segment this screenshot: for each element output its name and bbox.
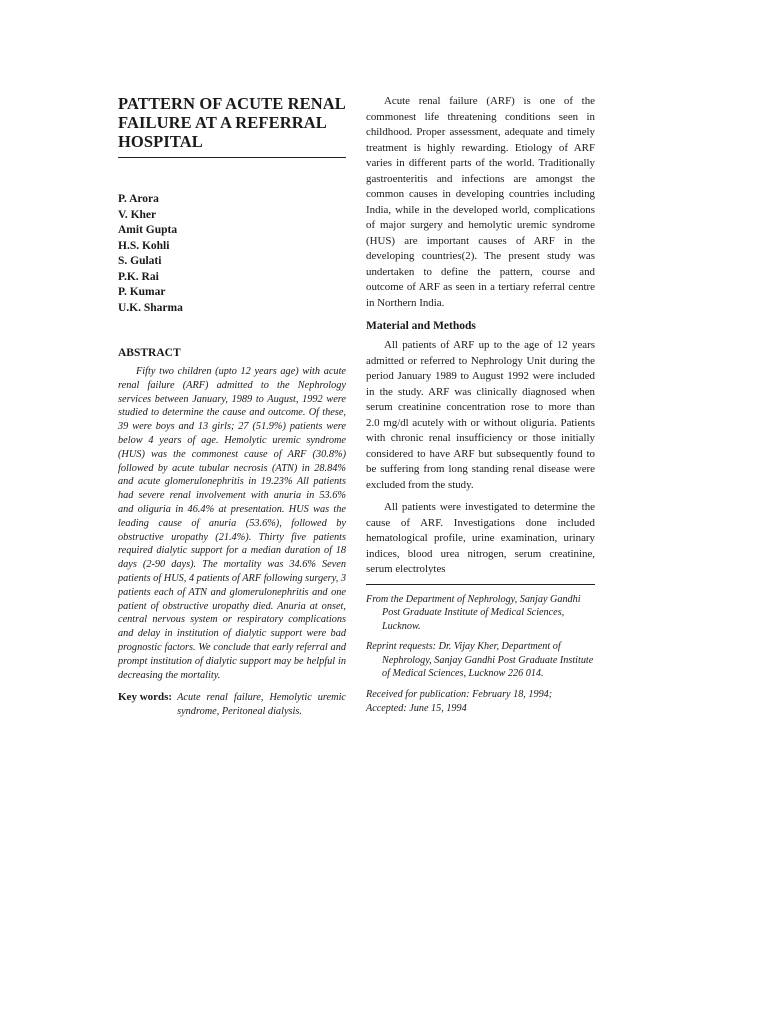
author-name: P.K. Rai: [118, 270, 159, 283]
author-name: U.K. Sharma: [118, 301, 183, 314]
footnote-reprint: Reprint requests: Dr. Vijay Kher, Department of Nephrology, Sanjay Gandhi Post Graduate Institute of Medical Sciences, Lucknow 226 014.: [366, 641, 594, 680]
abstract-body: Fifty two children (upto 12 years age) with acute renal failure (ARF) admitted to the Nephrology services between January, 1989 to August, 1992 were studied to determine the cause and outcome. Of these, 39 were boys and 13 girls; 27 (51.9%) patients were below 4 years of age. Hemolytic uremic syndrome (HUS) was the commonest cause of ARF (30.8%) followed by acute tubular necrosis (ATN) in 28.84% and acute glomerulonephritis in 19.23% All patients had severe renal involvement with anuria in 53.6% and oliguria in 46.4% at presentation. HUS was the leading cause of anuria (53.6%), followed by obstructive uropathy (21.4%). Thirty five patients required dialytic support for a median duration of 18 days (2-90 days). The mortality was 34.6% Seven patients of HUS, 4 patients of ARF following surgery, 3 patients each of ATN and glomerulonephritis and one patient of obstructive uropathy died. Anuria at onset, central nervous system or respiratory complications and delay in institution of dialytic support were bad prognostic factors. We conclude that early referral and prompt institution of dialytic support may be helpful in decreasing the mortality.: [118, 366, 346, 681]
footnote-accepted: Accepted: June 15, 1994: [366, 702, 467, 714]
footnote-divider: [366, 584, 595, 585]
author-name: P. Kumar: [118, 286, 166, 298]
author-list: [118, 192, 346, 316]
footnote-affiliation: From the Department of Nephrology, Sanjay Gandhi Post Graduate Institute of Medical Sciences, Lucknow.: [366, 593, 581, 632]
left-column: [118, 94, 346, 719]
author-name: P. Arora: [118, 193, 159, 205]
intro-paragraph: Acute renal failure (ARF) is one of the commonest life threatening conditions seen in childhood. Proper assessment, adequate and timely treatment is highly rewarding. Etiology of ARF varies in different parts of the world. Traditionally gastroenteritis and infections are amongst the common causes in developing countries including India, while in the developed world, complications of major surgery and hemolytic uremic syndrome (HUS) are important causes of ARF in the developing countries(2). The present study was undertaken to define the pattern, course and outcome of ARF as seen in a tertiary referral centre in Northern India.: [366, 95, 595, 309]
title-divider: [118, 157, 346, 158]
methods-heading: Material and Methods: [366, 320, 476, 332]
right-column: [366, 94, 595, 722]
abstract-heading: ABSTRACT: [118, 347, 181, 359]
keywords-text: Acute renal failure, Hemolytic uremic syndrome, Peritoneal dialysis.: [177, 692, 346, 718]
methods-paragraph-2: All patients were investigated to determine the cause of ARF. Investigations done included hematological profile, urine examination, urinary indices, blood urea nitrogen, serum creatinine, serum electrolytes: [366, 501, 595, 575]
footnote-received: Received for publication: February 18, 1994;: [366, 689, 553, 701]
author-name: S. Gulati: [118, 255, 162, 267]
article-title: PATTERN OF ACUTE RENAL FAILURE AT A REFERRAL HOSPITAL: [118, 94, 345, 151]
methods-paragraph-1: All patients of ARF up to the age of 12 years admitted or referred to Nephrology Unit during the period January 1989 to August 1992 were included in the study. ARF was clinically diagnosed when serum creatinine concentration rose to more than 2.0 mg/dl acutely with or without oliguria. Patients with chronic renal insufficiency or those initially considered to have ARF but subsequently found to be suffering from long standing renal disease were excluded from the study.: [366, 339, 595, 491]
keywords-label: Key words:: [118, 691, 173, 704]
author-name: Amit Gupta: [118, 224, 178, 236]
keywords: [118, 691, 346, 719]
author-name: V. Kher: [118, 208, 157, 221]
author-name: H.S. Kohli: [118, 239, 170, 252]
